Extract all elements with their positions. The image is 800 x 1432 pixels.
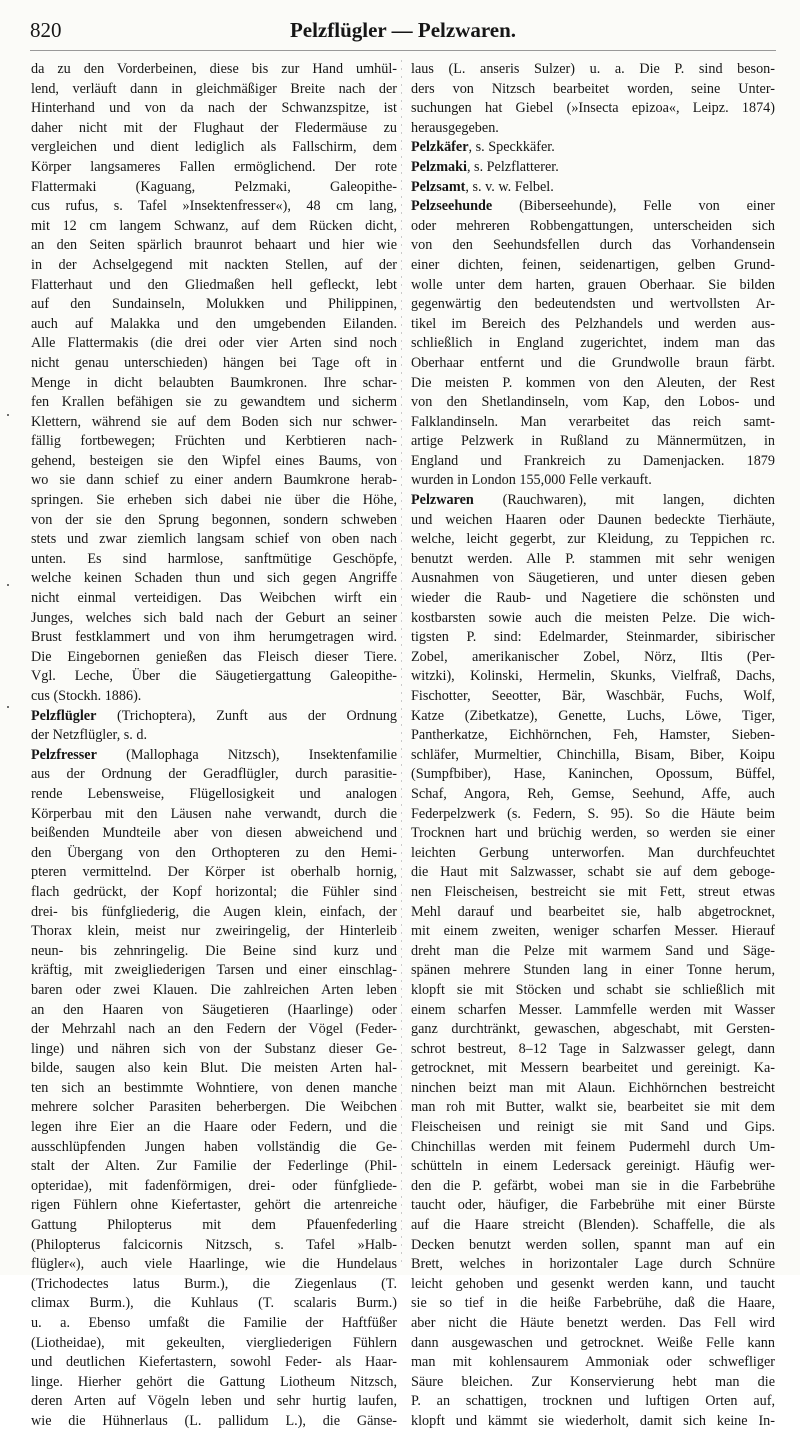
text-line [411,609,775,629]
text-line [411,119,775,139]
line-text: ninchen beizt man mit Alaun. Eichhörnchen bestreicht [411,1079,775,1096]
text-line [411,334,775,354]
text-line [411,1001,775,1021]
text-line [31,1255,397,1275]
line-text: Die Eingebornen genießen das Fleisch dieser Tiere. [31,648,397,665]
line-text: gegenwärtig den bedeutendsten und wertvollsten Ar- [411,296,775,313]
text-line [31,883,397,903]
line-text: flügler«), auch viele Haarlinge, wie die Hundelaus [31,1256,397,1273]
text-line [411,1196,775,1216]
line-text: auf die Haare streicht (Blenden). Schaffelle, die als [411,1217,775,1234]
text-line [31,138,397,158]
line-text: bilde, saugen also kein Blut. Die meisten Arten hal- [31,1060,397,1077]
text-line [411,256,775,276]
line-text: welche, leicht gegerbt, zur Kleidung, zu Teppichen rc. [411,531,775,548]
line-text: (Rauchwaren), mit langen, dichten [473,492,775,509]
line-text: Vgl. Leche, Über die Säugetiergattung Galeopithe- [31,668,397,685]
line-text: Säure bleichen. Zur Konservierung hebt man die [411,1373,775,1390]
line-text: P. an schattigen, trocknen und luftigen Orten auf, [411,1393,775,1410]
line-text: an den Haaren von Säugetieren (Haarlinge) oder [31,1001,397,1018]
text-line [411,1216,775,1236]
text-line [411,413,775,433]
line-text: cus rufus, s. Tafel »Insektenfresser«), 48 cm lang, [31,198,397,215]
text-line [31,158,397,178]
text-line [31,667,397,687]
text-line [411,1079,775,1099]
text-line [411,276,775,296]
text-line [411,138,775,158]
line-text: Gattung Philopterus mit dem Pfauenfederling [31,1217,397,1234]
text-line [31,1098,397,1118]
line-text: linge. Hierher gehört die Gattung Liotheum Nitzsch, [31,1373,397,1390]
line-text: leicht gehoben und gesenkt werden kann, und taucht [411,1275,775,1292]
text-line [31,569,397,589]
line-text: leichten Gerbung unterworfen. Man durchfeuchtet [411,844,775,861]
line-text: klopft sie mit Stöcken und schabt sie schließlich mit [411,981,775,998]
line-text: einer dichten, feinen, seidenartigen, gelben Grund- [411,256,775,273]
text-line [31,374,397,394]
line-text: Menge in dicht belaubten Baumkronen. Ihre schar- [31,374,397,391]
line-text: schließlich in England zugerichtet, indem man das [411,335,775,352]
line-text: witzki), Kolinski, Hermelin, Skunks, Vielfraß, Dachs, [411,668,775,685]
text-line [31,1314,397,1334]
text-line [31,334,397,354]
line-text: benutzt werden. Alle P. stammen mit sehr wenigen [411,550,775,567]
text-line [31,1353,397,1373]
line-text: ganz durchtränkt, gewaschen, abgeschabt, mit Gersten- [411,1021,775,1038]
line-text: (Trichodectes latus Burm.), die Ziegenlaus (T. [31,1275,397,1292]
line-text: die Haut mit Salzwasser, schabt sie auf dem geboge- [411,864,775,881]
line-text: taucht oder, häufiger, die Farbebrühe mit einer Bürste [411,1197,775,1214]
text-line [31,981,397,1001]
text-line [411,471,775,491]
line-text: den die P. gefärbt, wobei man sie in die Farbebrühe [411,1177,775,1194]
text-line [411,1255,775,1275]
left-text-column [31,60,397,1429]
text-line [411,883,775,903]
line-text: , s. v. w. Felbel. [465,178,554,195]
line-text: Körperbau mit den Läusen nahe verwandt, durch die [31,805,397,822]
page-number: 820 [30,18,62,42]
line-text: Zobel, amerikanischer Zobel, Nörz, Iltis (Per- [411,648,775,665]
line-text: Mehl darauf und bearbeitet sie, halb abgetrocknet, [411,903,775,920]
line-text: ders von Nitzsch bearbeitet worden, seine Unter- [411,80,775,97]
text-line [411,217,775,237]
text-line [411,707,775,727]
line-text: und weichen Haaren oder Daunen bedeckte Tierhäute, [411,511,775,528]
text-line [31,707,397,727]
text-line [411,903,775,923]
line-text: tigsten P. sind: Edelmarder, Steinmarder, sibirischer [411,629,775,646]
running-header [30,16,776,51]
text-line [411,1040,775,1060]
text-line [411,1275,775,1295]
text-line [31,295,397,315]
text-line [411,1412,775,1432]
text-line [411,667,775,687]
line-text: klopft und kämmt sie wiederholt, damit sich keine In- [411,1412,775,1429]
line-text: einem scharfen Messer. Lammfelle werden mit Wasser [411,1001,775,1018]
running-title: Pelzflügler — Pelzwaren. [289,18,517,42]
text-line [31,1412,397,1432]
line-text: Fischotter, Seeotter, Bär, Waschbär, Fuchs, Wolf, [411,688,775,704]
line-text: welche keinen Schaden thun und sich gegen Angriffe [31,570,397,587]
line-text: getrocknet, mit Messern bearbeitet und gereinigt. Ka- [411,1060,775,1077]
text-line [411,1373,775,1393]
line-text: (Mallophaga Nitzsch), Insektenfamilie [96,746,397,763]
line-text: flach gedrückt, der Kopf horizontal; die Fühler sind [31,883,397,900]
line-text: fen Krallen befähigen sie zu gewandtem und sicherm [31,394,397,411]
line-text: der Netzflügler, s. d. [31,727,148,744]
line-text: Flatterhaut und den Gliedmaßen hell gefleckt, lebt [31,276,397,293]
text-line [411,1314,775,1334]
text-line [411,569,775,589]
text-line [31,1001,397,1021]
line-text: und deutlichen Kiefertastern, sowohl Feder- als Haar- [31,1354,397,1371]
entry-headword: Pelzmaki [411,158,467,175]
line-text: der Mehrzahl nach an den Federn der Vögel (Feder- [31,1021,397,1038]
text-line [411,295,775,315]
text-line [411,1059,775,1079]
line-text: von den Shetlandinseln, vom Kap, den Lobos- und [411,394,775,411]
text-line [31,628,397,648]
text-line [31,1275,397,1295]
line-text: wieder die Raub- und Nagetiere die schönsten und [411,590,775,607]
text-line [31,942,397,962]
text-line [411,961,775,981]
text-line [31,1059,397,1079]
line-text: neun- bis zehnringelig. Die Beine sind kurz und [31,942,397,959]
line-text: springen. Sie erheben sich dabei nie über die Höhe, [31,492,397,509]
text-line [411,1294,775,1314]
line-text: , s. Pelzflatterer. [466,158,559,175]
text-line [31,452,397,472]
text-line [31,1196,397,1216]
line-text: mehrere solcher Parasiten beherbergen. Die Weibchen [31,1099,397,1116]
text-line [31,589,397,609]
text-line [411,942,775,962]
text-line [31,256,397,276]
line-text: opteridae), mit fadenförmigen, drei- oder fünfgliede- [31,1177,397,1194]
text-line [31,178,397,198]
line-text: vergleichen und dient lediglich als Fallschirm, dem [31,139,397,156]
line-text: Falklandinseln. Man verarbeitet das reich samt- [411,413,775,430]
line-text: Alle Flattermakis (die drei oder vier Arten sind noch [31,335,397,352]
text-line [411,158,775,178]
text-line [411,1118,775,1138]
line-text: u. a. Ebenso umfaßt die Familie der Haftfüßer [31,1315,397,1331]
text-line [31,99,397,119]
text-line [31,393,397,413]
text-line [411,1353,775,1373]
line-text: aber nicht die Häute benetzt werden. Das Fell wird [411,1315,775,1331]
line-text: nicht genau unterschieden) hängen bei Tage oft in [31,354,397,371]
line-text: spänen mehrere Stunden lang in einer Tonne herum, [411,962,775,979]
text-line [31,687,397,707]
text-line [31,1118,397,1138]
line-text: auch auf Malakka und den umgebenden Eilanden. [31,315,397,332]
text-line [411,354,775,374]
text-line [31,863,397,883]
text-line [31,785,397,805]
line-text: auf den Sundainseln, Molukken und Philippinen, [31,296,397,313]
text-line [411,236,775,256]
text-line [411,315,775,335]
entry-headword: Pelzflügler [31,707,97,724]
line-text: herausgegeben. [411,119,499,136]
line-text: da zu den Vorderbeinen, diese bis zur Hand umhül- [31,61,397,77]
text-line [31,413,397,433]
text-line [31,491,397,511]
text-line [31,1040,397,1060]
text-line [411,393,775,413]
line-text: Die meisten P. kommen von den Aleuten, der Rest [411,374,775,391]
line-text: wie die Hühnerlaus (L. pallidum L.), die Gänse- [31,1412,397,1429]
line-text: Brett, welches in horizontaler Lage durch Schnüre [411,1256,775,1273]
line-text: nicht einmal verteidigen. Das Weibchen wirft ein [31,590,397,607]
line-text: rende Lebensweise, Flügellosigkeit und analogen [31,785,397,802]
line-text: Junges, welches sich bald nach der Geburt an seiner [31,609,397,626]
line-text: unten. Es sind harmlose, sanftmütige Geschöpfe, [31,550,397,567]
text-line [31,236,397,256]
line-text: artige Pelzwerk in Rußland zu Männermützen, in [411,433,775,450]
line-text: linge) und nähren sich von der Substanz dieser Ge- [31,1040,397,1057]
text-line [411,1098,775,1118]
text-line [31,765,397,785]
line-text: , s. Speckkäfer. [468,139,555,156]
line-text: stets und zwar ziemlich langsam schief von oben nach [31,531,397,548]
text-line [411,99,775,119]
text-line [31,746,397,766]
text-line [31,1157,397,1177]
text-line [31,217,397,237]
line-text: (Trichoptera), Zunft aus der Ordnung [96,707,397,724]
line-text: baren oder zwei Klauen. Die zahlreichen Arten leben [31,981,397,998]
text-line [31,961,397,981]
entry-headword: Pelzseehunde [411,198,493,215]
line-text: cus (Stockh. 1886). [31,688,142,704]
text-line [411,550,775,570]
text-line [411,1392,775,1412]
text-line [31,1216,397,1236]
line-text: gehend, besteigen sie den Wipfel eines Baums, von [31,452,397,469]
text-line [411,432,775,452]
text-line [31,1392,397,1412]
line-text: kostbarsten sowie auch die meisten Pelze. Die wich- [411,609,775,626]
text-line [411,1157,775,1177]
text-line [31,511,397,531]
text-line [411,863,775,883]
line-text: von der sie den Sprung begonnen, sondern schweben [31,511,397,528]
line-text: laus (L. anseris Sulzer) u. a. Die P. sind beson- [411,61,775,77]
line-text: Pantherkatze, Eichhörnchen, Feh, Hamster, Sieben- [411,727,775,744]
line-text: kräftig, mit zweigliederigen Tarsen und einer einschlag- [31,962,397,979]
line-text: Oberhaar entfernt und die Grundwolle braun färbt. [411,354,775,371]
line-text: Klettern, während sie auf dem Boden sich nur schwer- [31,413,397,430]
text-line [31,903,397,923]
line-text: oder mehreren Robbengattungen, unterscheiden sich [411,217,775,234]
line-text: schrot bestreut, 8–12 Tage in Salzwasser gelegt, dann [411,1040,775,1057]
line-text: schütteln in einem Ledersack gereinigt. Häufig wer- [411,1158,775,1175]
text-line [411,765,775,785]
line-text: Flattermaki (Kaguang, Pelzmaki, Galeopithe- [31,178,397,195]
line-text: lend, verläuft dann in gleichmäßiger Breite nach der [31,80,397,97]
entry-headword: Pelzsamt [411,178,466,195]
line-text: England und Frankreich zu Damenjacken. 1879 [411,452,775,469]
text-line [411,197,775,217]
line-text: schläfer, Murmeltier, Chinchilla, Bisam, Biber, Koipu [411,746,775,763]
text-line [31,432,397,452]
line-text: drei- bis fünfgliederig, die Augen klein, einfach, der [31,903,397,920]
line-text: (Liotheidae), mit gekeulten, viergliederigen Fühlern [31,1334,397,1351]
text-line [411,530,775,550]
text-line [31,197,397,217]
line-text: rigen Fühlern ohne Kiefertaster, gehört die artenreiche [31,1197,397,1214]
line-text: Ausnahmen von Säugetieren, und unter diesen geben [411,570,775,587]
text-line [411,824,775,844]
column-divider [401,60,402,1265]
text-line [411,511,775,531]
line-text: daher nicht mit der Flughaut der Fledermäuse zu [31,119,397,136]
text-line [411,452,775,472]
text-line [411,178,775,198]
text-line [31,354,397,374]
text-line [31,1236,397,1256]
text-line [411,1020,775,1040]
line-text: Körper langsameres Fallen ermöglichend. Der rote [31,158,397,175]
text-line [31,1373,397,1393]
line-text: an den Seiten spärlich braunrot behaart und hier wie [31,237,397,254]
line-text: stalt der Alten. Zur Familie der Federlinge (Phil- [31,1158,397,1175]
text-line [411,80,775,100]
line-text: climax Burm.), die Kuhlaus (T. scalaris Burm.) [31,1295,397,1312]
line-text: von den Seehundsfellen durch das Vorhandensein [411,237,775,254]
text-line [31,805,397,825]
text-line [31,1177,397,1197]
text-line [31,922,397,942]
line-text: Chinchillas werden mit feinem Pudermehl durch Um- [411,1138,775,1155]
text-line [411,589,775,609]
text-line [411,648,775,668]
text-line [411,726,775,746]
line-text: pteren vermittelnd. Der Körper ist oberhalb hornig, [31,864,397,881]
line-text: wolle unter dem harten, grauen Oberhaar. Sie bilden [411,276,775,293]
line-text: den Übergang von den Orthopteren zu den Hemi- [31,844,397,861]
text-line [411,1138,775,1158]
right-text-column [411,60,775,1429]
text-line [411,1177,775,1197]
text-line [31,550,397,570]
text-line [31,119,397,139]
text-line [411,785,775,805]
text-line [31,1334,397,1354]
text-line [411,60,775,80]
text-line [31,1294,397,1314]
entry-headword: Pelzkäfer [411,139,469,156]
line-text: wurden in London 155,000 Felle verkauft. [411,472,652,489]
line-text: (Biberseehunde), Felle von einer [492,198,775,215]
line-text: man roh mit Butter, walkt sie, bearbeitet sie mit dem [411,1099,775,1116]
margin-mark [7,414,9,416]
text-line [31,60,397,80]
line-text: Schaf, Angora, Reh, Gemse, Seehund, Affe, auch [411,785,775,802]
line-text: Brust festklammert und von ihm herumgetragen wird. [31,629,397,646]
text-line [411,922,775,942]
line-text: man mit kohlensaurem Ammoniak oder schwefliger [411,1354,775,1371]
text-line [411,491,775,511]
line-text: fällig fortbewegen; Früchten und Kerbtieren nach- [31,433,397,450]
entry-headword: Pelzfresser [31,746,97,763]
line-text: Katze (Zibetkatze), Genette, Luchs, Löwe, Tiger, [411,707,775,724]
line-text: (Sumpfbiber), Hase, Kaninchen, Opossum, Büffel, [411,766,775,783]
text-line [31,824,397,844]
entry-headword: Pelzwaren [411,492,474,509]
line-text: in der Achselgegend mit nackten Stellen, auf der [31,256,397,273]
text-line [31,80,397,100]
line-text: mit 12 cm langem Schwanz, auf dem Rücken dicht, [31,217,397,234]
text-line [411,1334,775,1354]
text-line [31,315,397,335]
text-line [31,726,397,746]
line-text: suchungen hat Giebel (»Insecta epizoa«, Leipz. 1874) [411,100,775,117]
margin-mark [7,706,9,708]
text-line [411,844,775,864]
line-text: dann ausgewaschen und getrocknet. Weiße Felle kann [411,1334,775,1351]
text-line [411,805,775,825]
text-line [411,1236,775,1256]
text-line [31,1020,397,1040]
text-line [31,844,397,864]
line-text: ten sich an bestimmte Wohntiere, von denen manche [31,1079,397,1096]
text-line [31,530,397,550]
margin-mark [7,584,9,586]
line-text: mit einem zweiten, weniger scharfen Messer. Hierauf [411,923,775,940]
text-line [411,374,775,394]
line-text: Federpelzwerk (s. Federn, S. 95). So die Häute beim [411,805,775,822]
line-text: Thorax klein, meist nur zweiringelig, der Hinterleib [31,923,397,940]
text-line [31,1079,397,1099]
line-text: sie so tief in die heiße Farbebrühe, daß die Haare, [411,1295,775,1312]
line-text: wo sie dann schief zu einer andern Baumkrone herab- [31,472,397,489]
line-text: Hinterhand und von da nach der Schwanzspitze, ist [31,100,397,117]
text-line [31,609,397,629]
line-text: deren Arten auf Vögeln leben und sehr hurtig laufen, [31,1393,397,1410]
text-line [411,746,775,766]
line-text: beißenden Mundteile aber von diesen abweichend und [31,825,397,842]
text-line [411,981,775,1001]
text-line [411,628,775,648]
line-text: ausschlüpfenden Jungen haben vollständig die Ge- [31,1138,397,1155]
line-text: (Philopterus falcicornis Nitzsch, s. Tafel »Halb- [31,1236,397,1253]
line-text: aus der Ordnung der Geradflügler, durch parasitie- [31,766,397,783]
text-line [31,1138,397,1158]
line-text: dreht man die Pelze mit warmem Sand und Säge- [411,942,775,959]
line-text: legen ihre Eier an die Haare oder Federn, und die [31,1119,397,1136]
line-text: nen Fleischeisen, bestreicht sie mit Fett, streut etwas [411,883,775,900]
line-text: tikel im Bereich des Pelzhandels und werden aus- [411,315,775,332]
line-text: Decken benutzt werden sollen, spannt man auf ein [411,1236,775,1253]
line-text: Trocknen hart und brüchig werden, so werden sie einer [411,825,775,842]
text-line [31,471,397,491]
text-line [31,648,397,668]
text-line [31,276,397,296]
text-line [411,687,775,707]
line-text: Fleischeisen und reinigt sie mit Sand und Gips. [411,1119,775,1136]
